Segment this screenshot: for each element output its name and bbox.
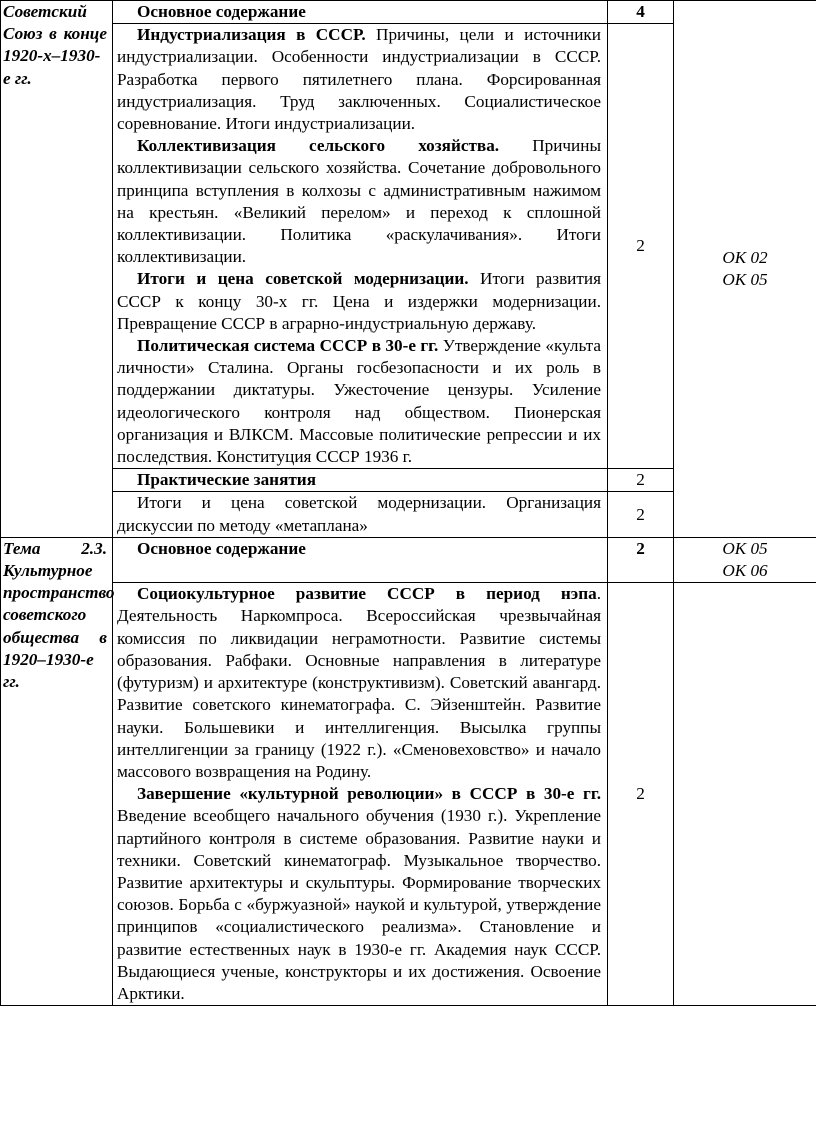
hours-cell: 2	[608, 537, 674, 582]
content-paragraph	[117, 335, 601, 468]
hours-cell: 2	[608, 583, 674, 1006]
paragraph-lead: Политическая система СССР в 30-е гг.	[137, 336, 439, 356]
content-paragraph	[117, 24, 601, 135]
empty-cell	[674, 583, 816, 1006]
practice-body	[113, 492, 608, 537]
content-paragraph	[117, 783, 601, 1005]
practice-text: Итоги и цена советской модернизации. Организация дискуссии по методу «метаплана»	[117, 493, 601, 535]
paragraph-lead: Итоги и цена советской модернизации.	[137, 269, 469, 289]
paragraph-lead: Индустриализация в СССР.	[137, 25, 366, 45]
hours-cell: 2	[608, 492, 674, 537]
competency-code: ОК 02	[722, 247, 768, 267]
paragraph-text: Утверждение «культа личности» Сталина. Органы госбезопасности и их роль в поддержании диктатуры. Ужесточение цензуры. Усиление идеологического контроля над обществом. Пионерская организация и ВЛКСМ. Массовые политические репрессии и их последствия. Конституция СССР 1936 г.	[117, 336, 601, 467]
paragraph-lead: Коллективизация сельского хозяйства.	[137, 136, 500, 156]
content-heading: Основное содержание	[113, 1, 608, 24]
paragraph-text: . Деятельность Наркомпроса. Всероссийская чрезвычайная комиссия по ликвидации неграмотности. Развитие системы образования. Рабфаки. Основные направления в литературе (футуризм) и архитектуре (конструктивизм). Советский авангард. Развитие советского кинематографа. С. Эйзенштейн. Развитие науки. Большевики и интеллигенция. Высылка группы интеллигенции за границу (1922 г.). «Сменовеховство» и начало массового возвращения на Родину.	[117, 584, 601, 781]
hours-cell: 2	[608, 469, 674, 492]
paragraph-text: Введение всеобщего начального обучения (1930 г.). Укрепление партийного контроля в системе образования. Развитие науки и техники. Советский кинематограф. Музыкальное творчество. Развитие архитектуры и скульптуры. Формирование творческих союзов. Борьба с «буржуазной» наукой и культурой, утверждение принципов «социалистического реализма». Становление и развитие естественных наук в 1930-е гг. Академия наук СССР. Выдающиеся ученые, конструкторы и их достижения. Освоение Арктики.	[117, 806, 601, 1003]
topic-title: Советский Союз в конце 1920-х–1930-е гг.	[3, 2, 107, 88]
competencies-cell	[674, 537, 816, 582]
content-body	[113, 583, 608, 1006]
hours-cell: 4	[608, 1, 674, 24]
competencies-cell	[674, 1, 816, 538]
paragraph-text: Причины, цели и источники индустриализации. Особенности индустриализации в СССР. Разработка первого пятилетнего плана. Форсированная индустриализация. Труд заключенных. Социалистическое соревнование. Итоги индустриализации.	[117, 25, 601, 134]
topic-cell	[1, 1, 113, 538]
content-paragraph	[117, 135, 601, 268]
table-row	[1, 537, 816, 582]
content-paragraph	[117, 268, 601, 335]
practice-heading: Практические занятия	[113, 469, 608, 492]
hours-cell: 2	[608, 24, 674, 469]
content-body	[113, 24, 608, 469]
table-row	[1, 583, 816, 1006]
paragraph-text: Итоги развития СССР к концу 30-х гг. Цена и издержки модернизации. Превращение СССР в аграрно-индустриальную державу.	[117, 269, 601, 333]
competency-code: ОК 05	[722, 269, 768, 289]
topic-cell	[1, 537, 113, 1005]
content-paragraph	[117, 583, 601, 783]
content-heading: Основное содержание	[113, 537, 608, 582]
paragraph-text: Причины коллективизации сельского хозяйства. Сочетание добровольного принципа вступления в колхозы с административным нажимом на крестьян. «Великий перелом» и переход к сплошной коллективизации. Политика «раскулачивания». Итоги коллективизации.	[117, 136, 601, 267]
topic-title: Тема 2.3. Культурное пространство советского общества в 1920–1930-е гг.	[3, 538, 115, 692]
table-row	[1, 1, 816, 24]
paragraph-lead: Завершение «культурной революции» в СССР в 30-е гг.	[137, 784, 601, 804]
paragraph-lead: Социокультурное развитие СССР в период нэпа	[137, 584, 597, 604]
competency-code: ОК 06	[722, 561, 768, 581]
competency-code: ОК 05	[722, 538, 768, 558]
